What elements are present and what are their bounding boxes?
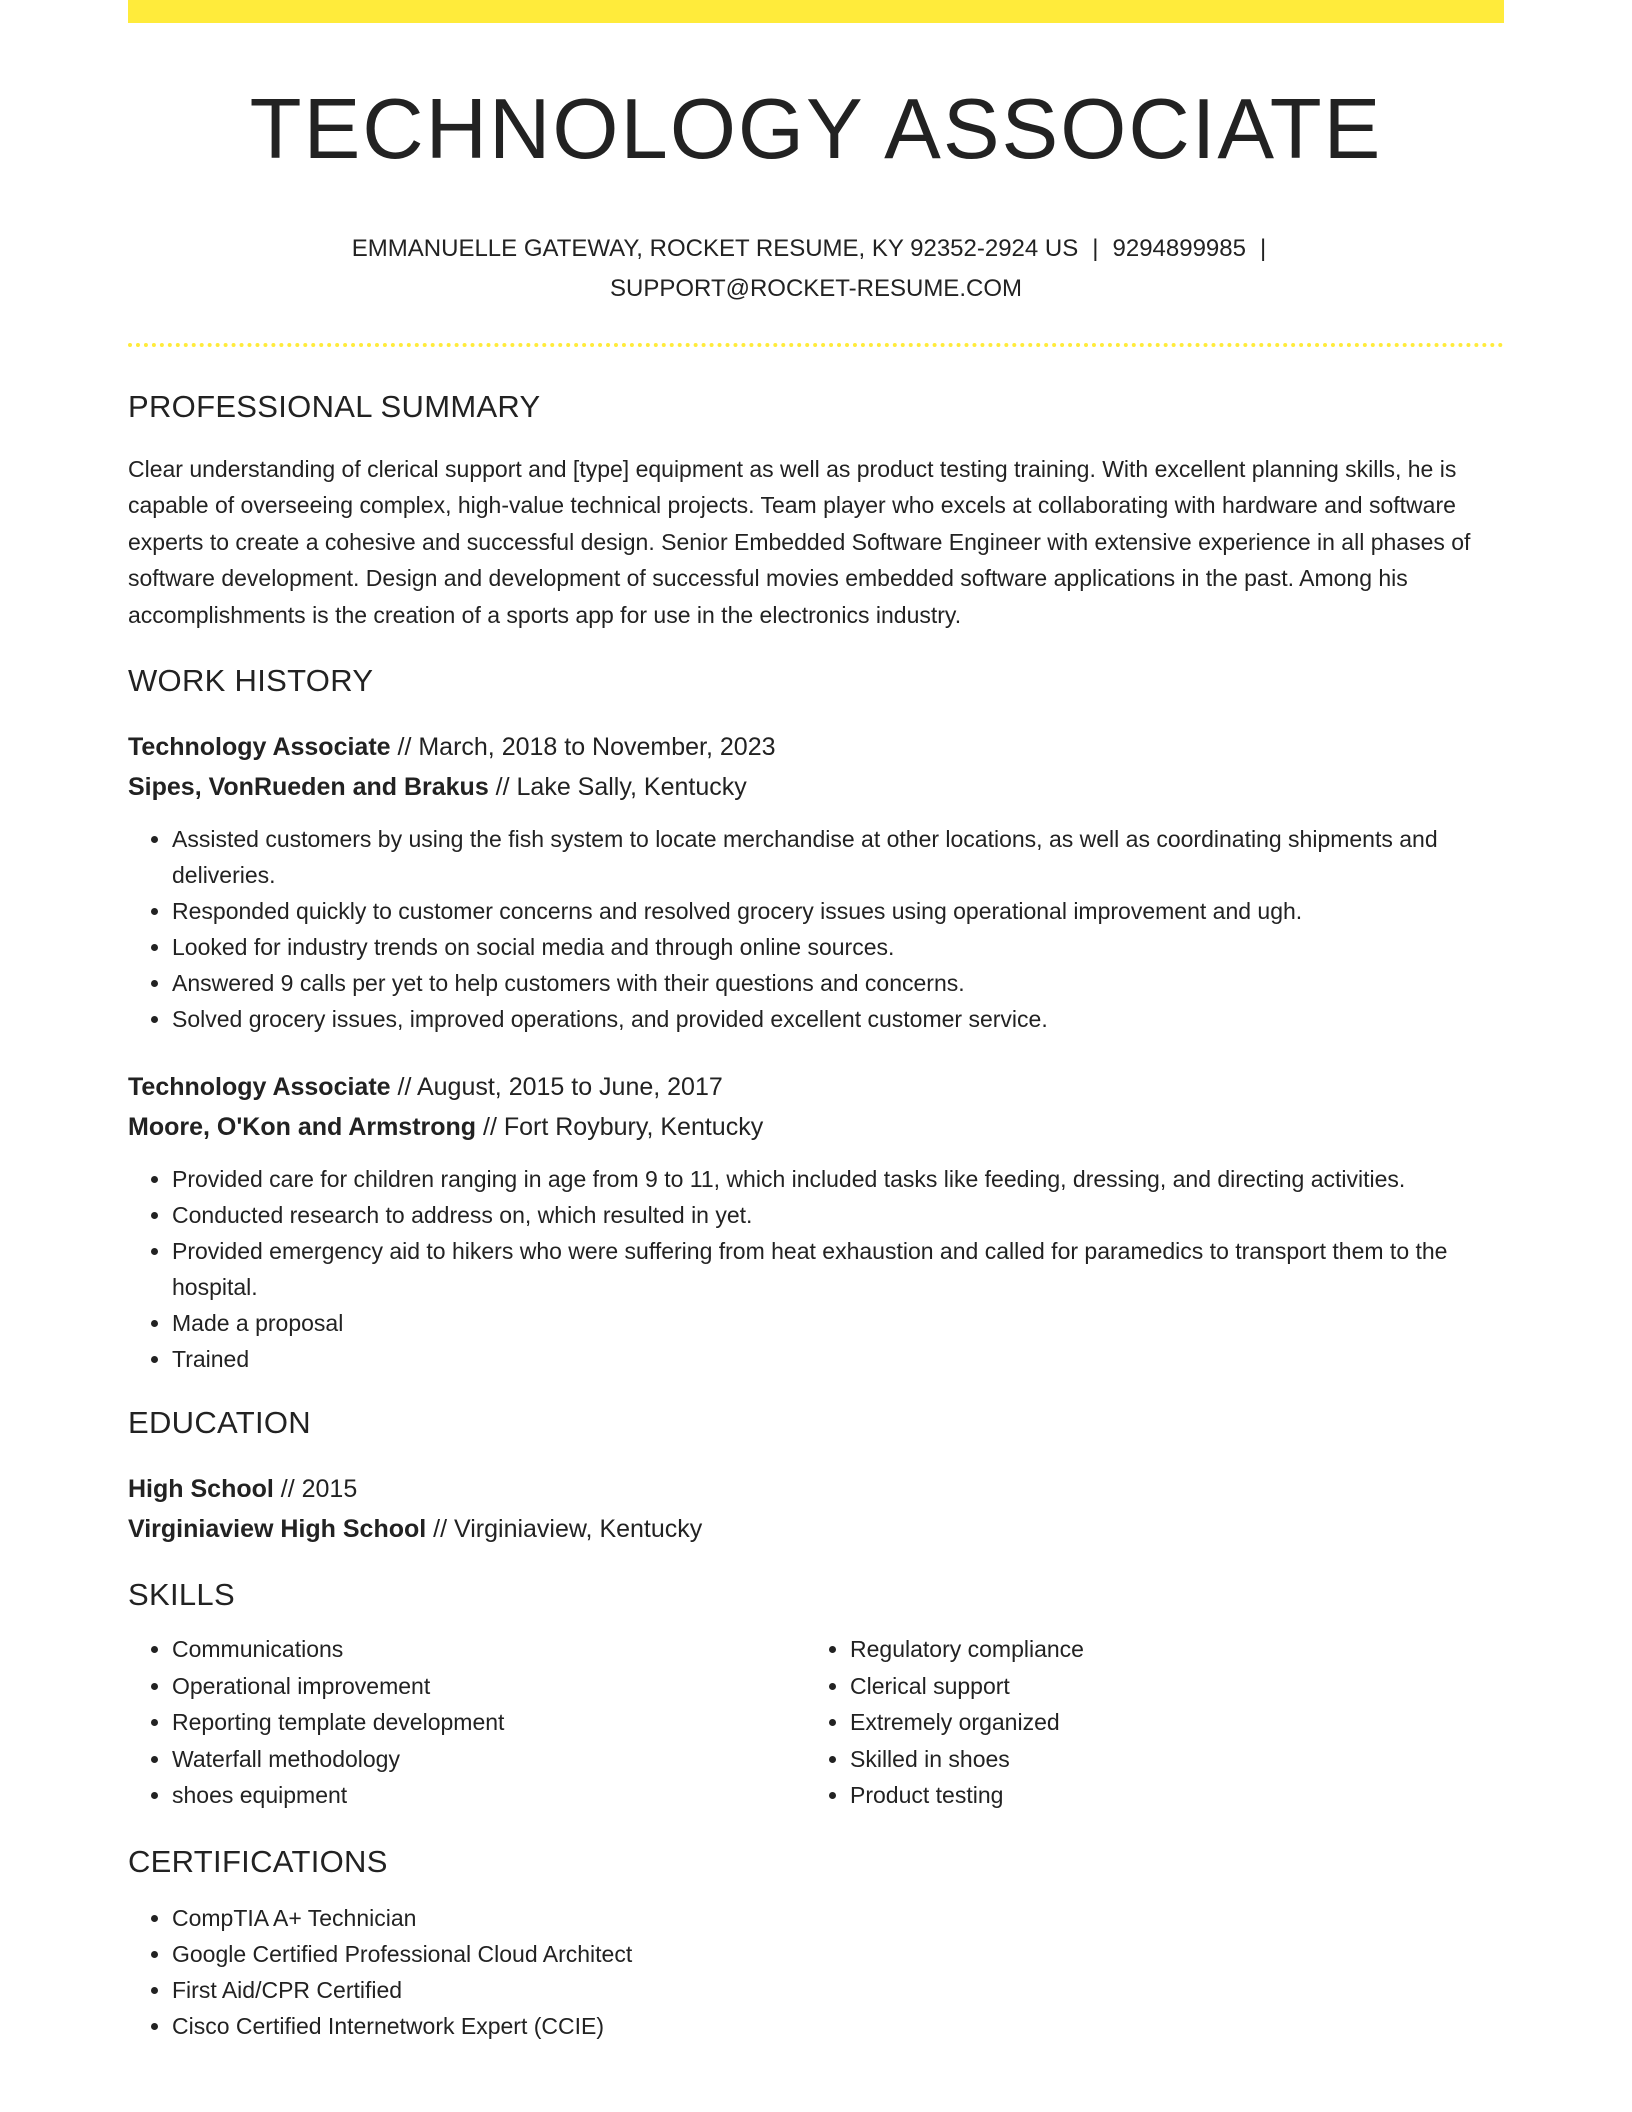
education-school-line <box>128 1509 1504 1549</box>
education-year: // 2015 <box>273 1475 358 1503</box>
skill-item: • shoes equipment <box>172 1777 806 1814</box>
list-item: • Conducted research to address on, which resulted in yet. <box>172 1197 1504 1233</box>
skill-item: • Extremely organized <box>850 1704 1484 1741</box>
job-role: Technology Associate <box>128 733 391 761</box>
education-location: // Virginiaview, Kentucky <box>426 1515 703 1543</box>
list-item: • Provided care for children ranging in age from 9 to 11, which included tasks like feeding, dressing, and directing activities. <box>172 1161 1504 1197</box>
skill-item: • Regulatory compliance <box>850 1631 1484 1668</box>
summary-paragraph: Clear understanding of clerical support and [type] equipment as well as product testing training. With excellent planning skills, he is capable of overseeing complex, high-value technical projects. Team player who excels at collaborating with hardware and software experts to create a cohesive and successful design. Senior Embedded Software Engineer with extensive experience in all phases of software development. Design and development of successful movies embedded software applications in the past. Among his accomplishments is the creation of a sports app for use in the electronics industry. <box>128 455 1471 628</box>
job-company-line <box>128 767 1504 807</box>
contact-separator: | <box>1092 234 1099 262</box>
job-title-line <box>128 727 1504 767</box>
skill-item: • Reporting template development <box>172 1704 806 1741</box>
list-item: • Solved grocery issues, improved operations, and provided excellent customer service. <box>172 1001 1504 1037</box>
list-item: • Trained <box>172 1341 1504 1377</box>
job-entry <box>128 727 1504 1037</box>
list-item: • Responded quickly to customer concerns and resolved grocery issues using operational improvement and ugh. <box>172 893 1504 929</box>
list-item: • Answered 9 calls per yet to help customers with their questions and concerns. <box>172 965 1504 1001</box>
job-bullets <box>128 1161 1504 1377</box>
skills-heading: SKILLS <box>128 1577 235 1612</box>
list-item: • Made a proposal <box>172 1305 1504 1341</box>
certification-item: • Google Certified Professional Cloud Architect <box>172 1936 1504 1972</box>
skill-item: • Clerical support <box>850 1668 1484 1705</box>
skill-item: • Communications <box>172 1631 806 1668</box>
dotted-divider <box>128 343 1504 347</box>
education-degree-line <box>128 1469 1504 1509</box>
job-company-line <box>128 1107 1504 1147</box>
skill-item: • Product testing <box>850 1777 1484 1814</box>
job-location: // Lake Sally, Kentucky <box>488 773 747 801</box>
education-heading: EDUCATION <box>128 1405 311 1440</box>
accent-top-bar <box>128 0 1504 23</box>
job-entry <box>128 1067 1504 1377</box>
skill-item: • Operational improvement <box>172 1668 806 1705</box>
certifications-list <box>128 1900 1504 2044</box>
contact-info <box>316 229 1316 309</box>
list-item: • Provided emergency aid to hikers who were suffering from heat exhaustion and called for paramedics to transport them to the hospital. <box>172 1233 1504 1305</box>
job-location: // Fort Roybury, Kentucky <box>476 1113 764 1141</box>
skill-item: • Waterfall methodology <box>172 1741 806 1778</box>
skill-item: • Skilled in shoes <box>850 1741 1484 1778</box>
certification-item: • Cisco Certified Internetwork Expert (CCIE) <box>172 2008 1504 2044</box>
certifications-heading: CERTIFICATIONS <box>128 1843 388 1879</box>
skills-column-left <box>128 1631 806 1814</box>
job-company: Sipes, VonRueden and Brakus <box>128 773 489 801</box>
list-item: • Assisted customers by using the fish system to locate merchandise at other locations, as well as coordinating shipments and deliveries. <box>172 821 1504 893</box>
contact-address: EMMANUELLE GATEWAY, ROCKET RESUME, KY 92352-2924 US <box>351 234 1079 262</box>
education-entry <box>128 1469 1504 1549</box>
job-dates: // March, 2018 to November, 2023 <box>390 733 776 761</box>
summary-heading: PROFESSIONAL SUMMARY <box>128 388 541 424</box>
certification-item: • First Aid/CPR Certified <box>172 1972 1504 2008</box>
contact-separator: | <box>1259 234 1267 262</box>
list-item: • Looked for industry trends on social media and through online sources. <box>172 929 1504 965</box>
job-role: Technology Associate <box>128 1073 391 1101</box>
job-bullets <box>128 821 1504 1037</box>
contact-email: SUPPORT@ROCKET-RESUME.COM <box>610 274 1022 302</box>
contact-phone: 9294899985 <box>1112 234 1246 262</box>
resume-title: TECHNOLOGY ASSOCIATE <box>249 82 1383 177</box>
certification-item: • CompTIA A+ Technician <box>172 1900 1504 1936</box>
education-school: Virginiaview High School <box>128 1515 427 1543</box>
skills-column-right <box>806 1631 1484 1814</box>
resume-page <box>128 0 1504 2044</box>
education-degree: High School <box>128 1475 274 1503</box>
job-dates: // August, 2015 to June, 2017 <box>390 1073 723 1101</box>
work-history-heading: WORK HISTORY <box>128 663 374 698</box>
job-company: Moore, O'Kon and Armstrong <box>128 1113 477 1141</box>
job-title-line <box>128 1067 1504 1107</box>
skills-grid <box>128 1631 1504 1814</box>
